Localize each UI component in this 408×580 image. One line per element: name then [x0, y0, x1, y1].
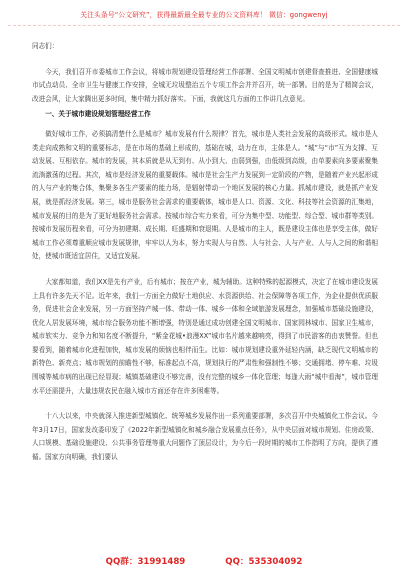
section-heading: 一、关于城市建设规划管理经营工作 — [45, 110, 151, 119]
document-body — [32, 40, 378, 465]
paragraph-local-situation: 大家都知道，我们XX是先有产业，后有城市；按在产业，城为辅助。这种特殊的起源模式，决定了在城市建设发展上具有许多先天不足。近年来，我们一方面全力做好土地供应、水资源供给、社会保障等各项工作，为企业提供优质服务，促进社会企业发展，另一方面坚持产城一体、带动一体、城乡一体和全域旅游发展理念，加强城市基础设施建设，优化人居发展环境，城市综合服务功能不断增强，特别是通过成功创建全国文明城市、国家园林城市、国家卫生城市，城市软实力、竞争力和知名度不断提升，“紫金花城•浪漫XX”城市名片越来越响亮，得到了市民游客的由衷赞誉。但也要看到，随着城市化进程加快，城市发展的烦恼也相伴而生。比如：城市规划建设重外延轻内涵，缺乏现代文明城市的新特色、新亮点；城市规划的前瞻性不够，标准起点不高，规划执行的严肃性和强制性不够；交通拥堵、停车难、垃圾围城等城市病的出现已经显现；城镇基础建设不够完善，没有完整的城乡一体化管理；每逢大雨“城中看海”，城市管理水平还需提升，大量违规农民在融入城市方面还存在许多困难等。 — [32, 277, 378, 395]
paragraph-city-nature: 做好城市工作，必须搞清楚什么是城市？城市发展有什么规律？首先，城市是人类社会发展的高级形式。城市是人类走向成熟和文明的重要标志，是在市场的基础上形成的，基础在城，动力在市，主体是人。“城”与“市”互为支撑、互动发展、互相依存。城市的发展，其本质就是从无到有、从小到大、由弱到强，由低级到高级，由单要素向多要素聚集流淌激荡的过程。其次，城市是经济发展的重要载体。城市是社会生产力发展到一定阶段的产物，是随着产业兴起形成的人与产业的集合体，集聚多各生产要素的能力场，是辐射带动一个地区发展的核心力量。抓城市建设，就是抓产业发展，就是抓经济发展。第三，城市是服务社会需求的重要载体，城市是人口、资源、文化、科技等社会资源的汇集地，城市发展的目的是为了更好地服务社会需求。按城市综合实力来看，可分为集中型、功能型、综合型、城市群等类别。按城市发展历程来看，可分为初建期、成长期、旺盛期和衰退期。人是城市的主人，既是建设主体也是享受主体，做好城市工作必须尊重顺应城市发展规律，牢牢以人为本，努力实现人与自然、人与社会、人与产业、人与人之间的和谐相处，使城市既适宜居住，又适宜发展。 — [32, 129, 378, 261]
qq-number: QQ：535304092 — [225, 557, 303, 567]
footer-contact — [0, 552, 408, 570]
greeting: 同志们： — [32, 42, 59, 50]
paragraph-national-policy: 十八大以来，中央就深入推进新型城镇化、统筹城乡发展作出一系列重要部署，多次召开中央城镇化工作会议。今年3月17日，国家发改委印发了《2022年新型城镇化和城乡融合发展重点任务》，从中央层面对城市规划、住房政策、人口规模、基础设施建设、公共事务管理等重大问题作了顶层设计，为今后一段时期的城市工作指明了方向，提供了遵循。国家方向明确，我们要认 — [32, 412, 378, 462]
intro-paragraph: 今天，我们召开市委城市工作会议，将城市规划建设管理经营工作部署、全国文明城市创建督查推进、全国健康城市试点动员、全市卫生与健康工作安排，全城无垃圾整治五个专项工作会并并召开，统一部署。目的是为了精简会议，改进会风，让大家腾出更多时间，集中精力抓好落实。下面，我就这几方面的工作讲几点意见。 — [32, 67, 378, 103]
banner-text: 关注头条号“公文研究”，获得最新最全最专业的公文资料库！ 微信：gongwenyj — [80, 11, 328, 19]
top-banner — [8, 3, 400, 26]
qq-group: QQ群：31991489 — [105, 557, 186, 567]
